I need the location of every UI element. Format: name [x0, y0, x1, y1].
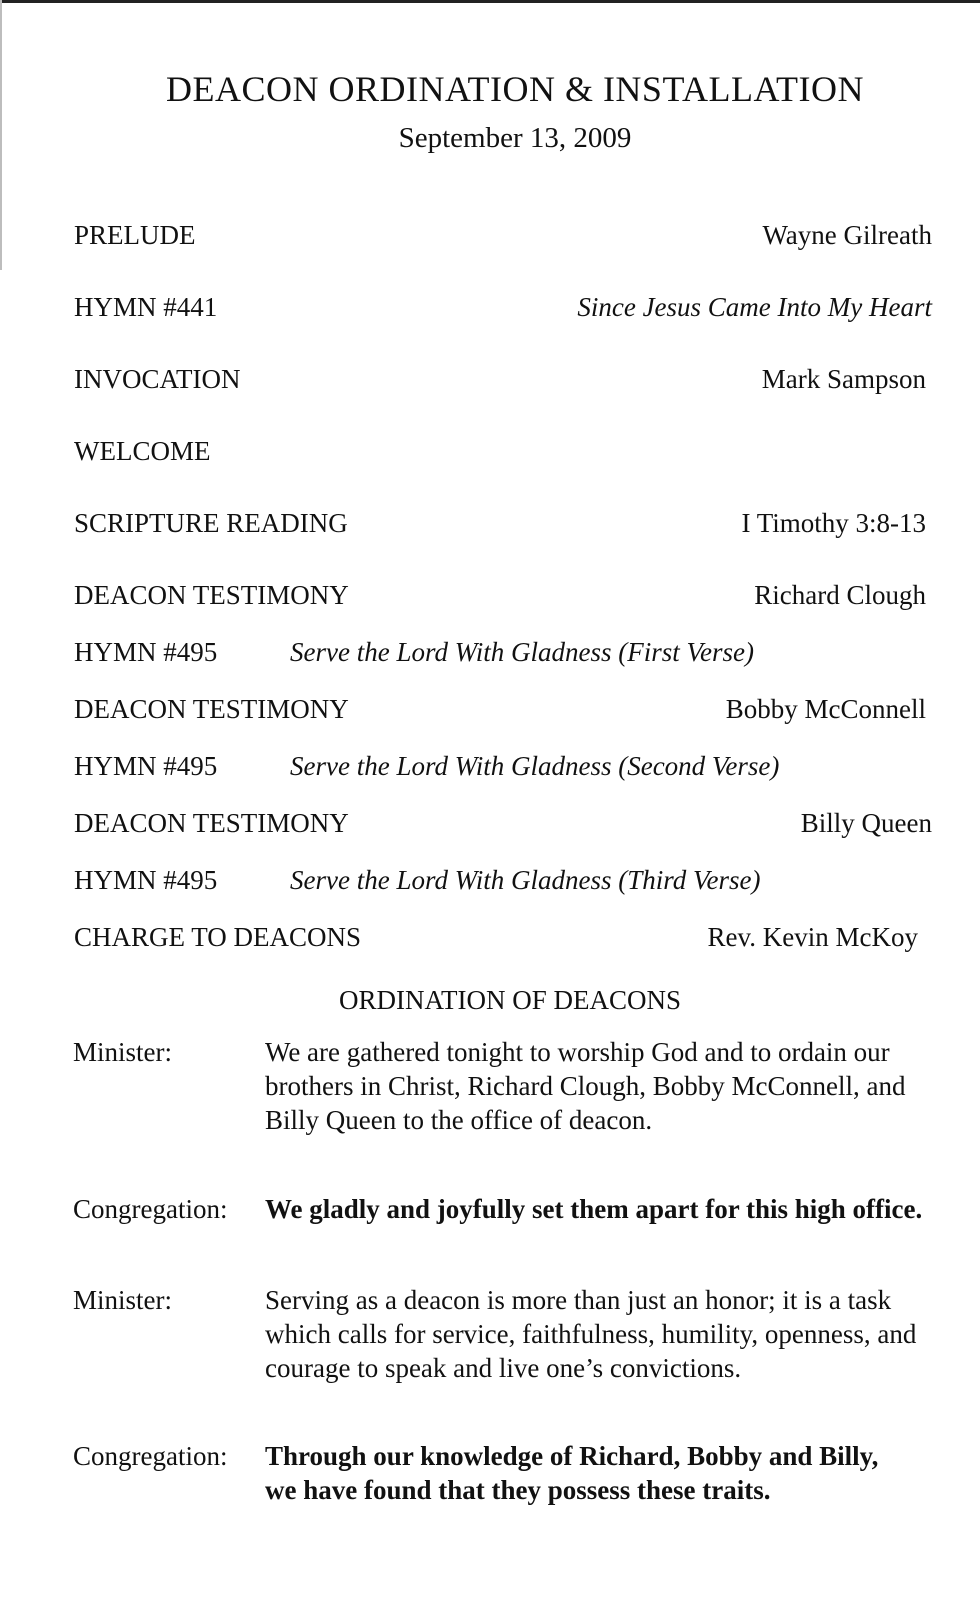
program-item-label: HYMN #495: [74, 865, 218, 895]
speaker-label: Congregation:: [73, 1194, 228, 1224]
speaker-label: Minister:: [73, 1037, 172, 1067]
speaker-label: Congregation:: [73, 1441, 228, 1471]
program-item-label: SCRIPTURE READING: [74, 508, 348, 538]
program-item-value: Richard Clough: [754, 580, 926, 610]
hymn-title: Serve the Lord With Gladness (Third Verse): [290, 865, 761, 895]
program-item-value: Wayne Gilreath: [762, 220, 932, 250]
speaker-label: Minister:: [73, 1285, 172, 1315]
program-item-label: DEACON TESTIMONY: [74, 694, 349, 724]
program-item-value: Bobby McConnell: [725, 694, 926, 724]
hymn-title: Serve the Lord With Gladness (Second Verse): [290, 751, 780, 781]
program-item-label: INVOCATION: [74, 364, 241, 394]
program-item-value: Rev. Kevin McKoy: [707, 922, 918, 952]
top-border: [0, 0, 980, 3]
hymn-title: Since Jesus Came Into My Heart: [577, 292, 932, 322]
program-item-value: Billy Queen: [800, 808, 932, 838]
liturgy-response: Through our knowledge of Richard, Bobby and Billy, we have found that they possess these traits.: [265, 1441, 879, 1505]
program-item-label: CHARGE TO DEACONS: [74, 922, 362, 952]
liturgy-text: Serving as a deacon is more than just an honor; it is a task which calls for service, faithfulness, humility, openness, and courage to speak and live one’s convictions.: [265, 1285, 917, 1383]
liturgy-text: We are gathered tonight to worship God and to ordain our brothers in Christ, Richard Clough, Bobby McConnell, and Billy Queen to the office of deacon.: [265, 1037, 906, 1135]
program-item-label: PRELUDE: [74, 220, 196, 250]
section-heading: ORDINATION OF DEACONS: [338, 985, 681, 1015]
program-title: DEACON ORDINATION & INSTALLATION: [165, 69, 865, 109]
program-item-label: HYMN #495: [74, 751, 218, 781]
program-item-label: DEACON TESTIMONY: [74, 580, 349, 610]
program-item-value: Mark Sampson: [761, 364, 926, 394]
program-item-label: WELCOME: [74, 436, 211, 466]
program-item-label: DEACON TESTIMONY: [74, 808, 349, 838]
program-date: September 13, 2009: [398, 122, 632, 154]
hymn-title: Serve the Lord With Gladness (First Verse): [290, 637, 754, 667]
program-item-label: HYMN #441: [74, 292, 218, 322]
liturgy-response: We gladly and joyfully set them apart for this high office.: [265, 1194, 923, 1224]
program-item-label: HYMN #495: [74, 637, 218, 667]
scripture-reference: I Timothy 3:8-13: [741, 508, 926, 538]
